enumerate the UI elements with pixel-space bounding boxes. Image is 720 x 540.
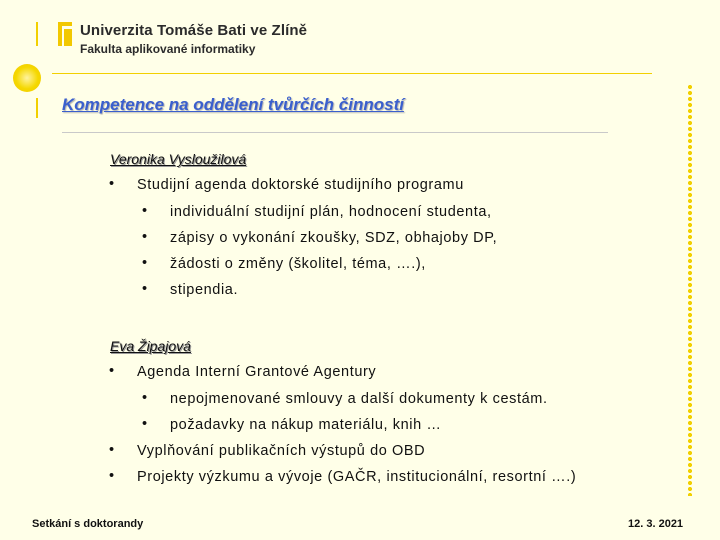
- list-item: [142, 416, 442, 433]
- bullet: •: [142, 203, 148, 219]
- list-item: [142, 255, 426, 272]
- title-divider: [62, 132, 608, 133]
- person-name-veronika: Veronika Vysloužilová: [110, 151, 247, 167]
- footer-event: Setkání s doktorandy: [32, 518, 144, 530]
- list-item: [109, 363, 377, 380]
- decor-vertical-line-top: [36, 22, 38, 46]
- bullet: •: [109, 176, 115, 192]
- list-item: [142, 281, 239, 298]
- footer-date: 12. 3. 2021: [628, 518, 684, 530]
- bullet: •: [142, 229, 148, 245]
- list-item-text: požadavky na nákup materiálu, knih …: [170, 417, 442, 433]
- list-item: [142, 229, 498, 246]
- list-item-text: stipendia.: [170, 282, 239, 298]
- list-item: [109, 442, 426, 459]
- decor-circle: [13, 64, 41, 92]
- list-item: [142, 390, 548, 407]
- list-item-text: Agenda Interní Grantové Agentury: [137, 364, 377, 380]
- slide-title: Kompetence na oddělení tvůrčích činností: [62, 95, 404, 114]
- list-item-text: Studijní agenda doktorské studijního programu: [137, 177, 464, 193]
- list-item: [109, 468, 577, 485]
- faculty-name: Fakulta aplikované informatiky: [80, 42, 256, 56]
- bullet: •: [142, 281, 148, 297]
- person-name-eva: Eva Žipajová: [110, 338, 191, 354]
- bullet: •: [142, 416, 148, 432]
- list-item-text: individuální studijní plán, hodnocení studenta,: [170, 204, 492, 220]
- list-item: [142, 203, 492, 220]
- university-logo-icon: [58, 22, 72, 46]
- decor-vertical-line-bottom: [36, 98, 38, 118]
- decor-dotted-border: [686, 84, 694, 496]
- decor-horizontal-line: [52, 73, 652, 74]
- list-item-text: Projekty výzkumu a vývoje (GAČR, institucionální, resortní ….): [137, 469, 577, 485]
- bullet: •: [109, 468, 115, 484]
- list-item-text: zápisy o vykonání zkoušky, SDZ, obhajoby DP,: [170, 230, 498, 246]
- list-item: [109, 176, 464, 193]
- bullet: •: [142, 255, 148, 271]
- bullet: •: [109, 363, 115, 379]
- bullet: •: [142, 390, 148, 406]
- bullet: •: [109, 442, 115, 458]
- list-item-text: nepojmenované smlouvy a další dokumenty k cestám.: [170, 391, 548, 407]
- list-item-text: žádosti o změny (školitel, téma, ….),: [170, 256, 426, 272]
- list-item-text: Vyplňování publikačních výstupů do OBD: [137, 443, 426, 459]
- university-name: Univerzita Tomáše Bati ve Zlíně: [80, 22, 308, 39]
